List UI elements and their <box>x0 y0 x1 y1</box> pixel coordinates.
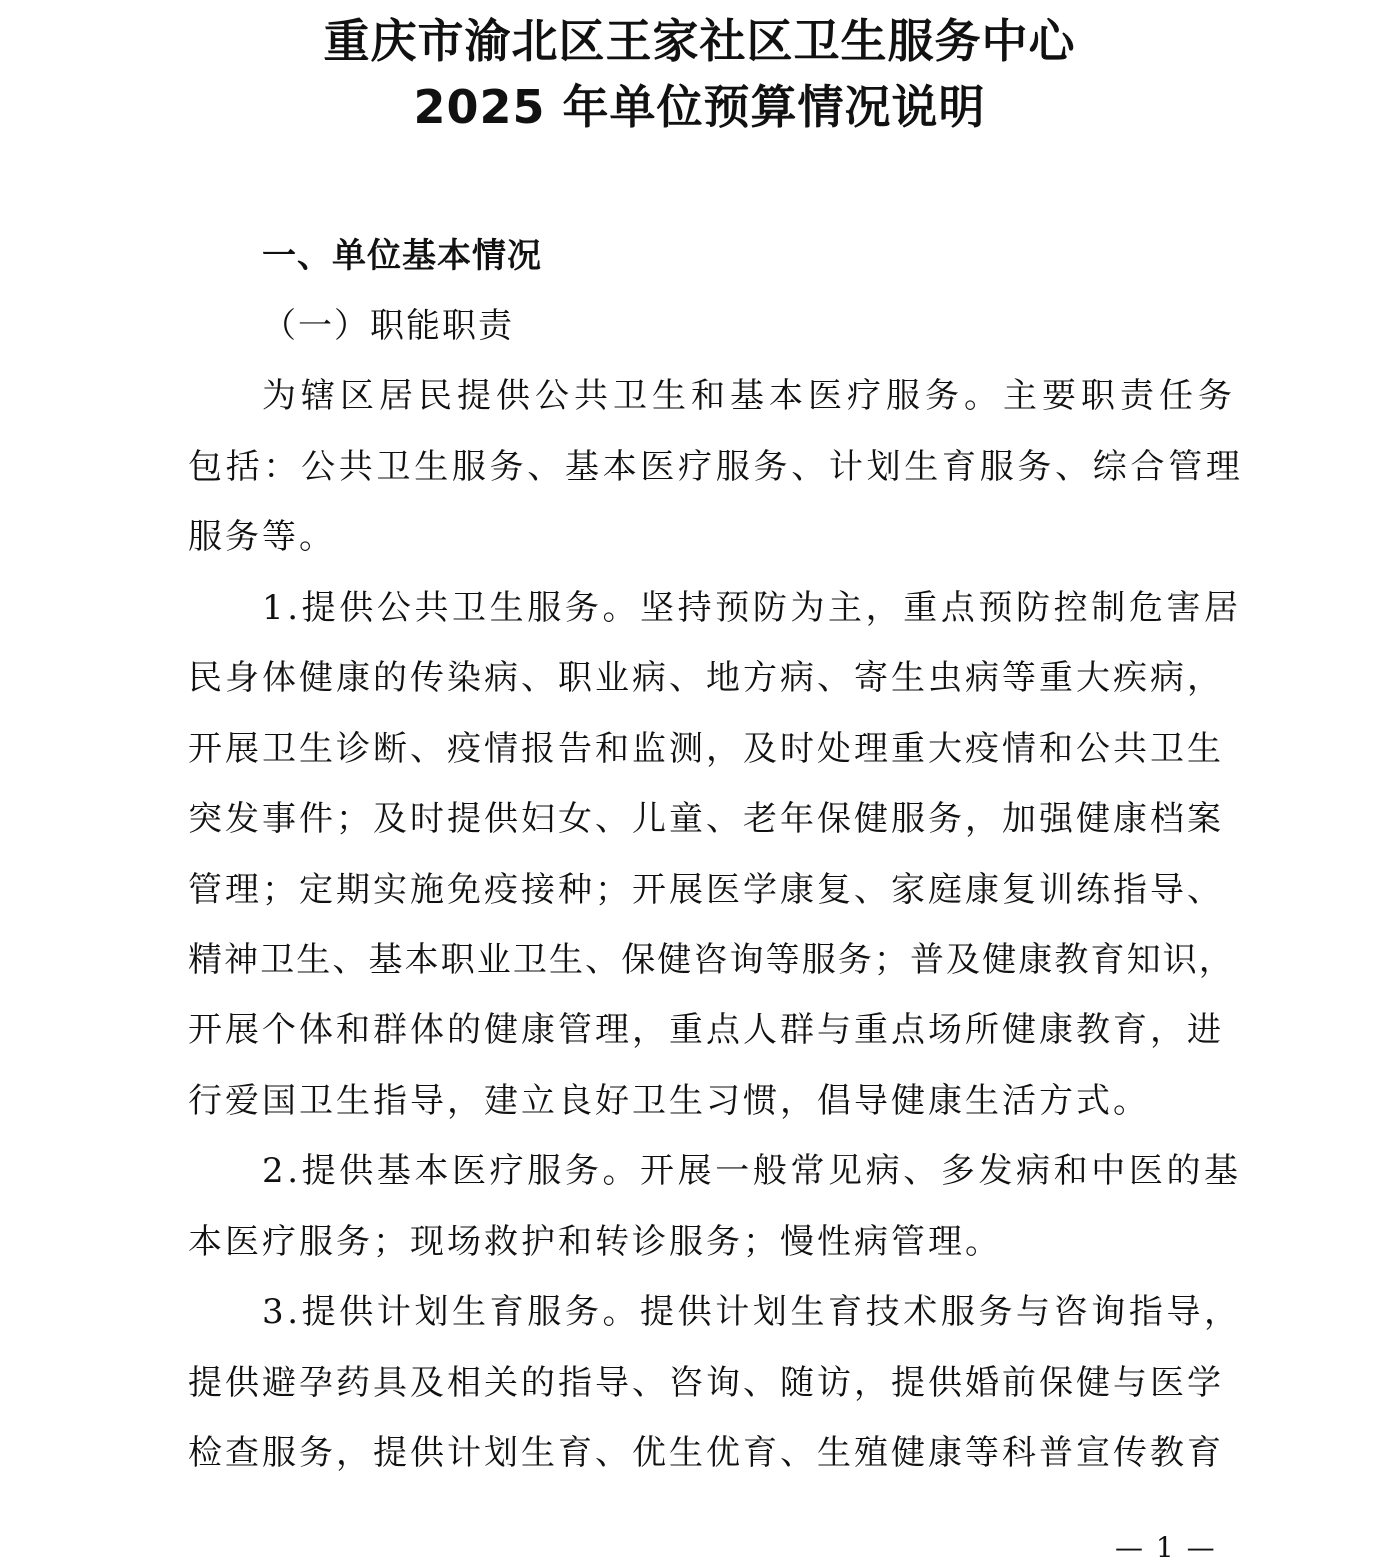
body-line: 本医疗服务；现场救护和转诊服务；慢性病管理。 <box>188 1222 1002 1262</box>
subsection-heading: （一）职能职责 <box>262 306 514 346</box>
body-line: 开展个体和群体的健康管理，重点人群与重点场所健康教育，进 <box>188 1010 1224 1050</box>
section-heading: 一、单位基本情况 <box>262 236 542 276</box>
body-line: 行爱国卫生指导，建立良好卫生习惯，倡导健康生活方式。 <box>188 1081 1150 1121</box>
body-line: 精神卫生、基本职业卫生、保健咨询等服务；普及健康教育知识， <box>188 940 1235 980</box>
page-number: — 1 — <box>1115 1531 1217 1564</box>
body-line: 管理；定期实施免疫接种；开展医学康复、家庭康复训练指导、 <box>188 870 1224 910</box>
body-line: 突发事件；及时提供妇女、儿童、老年保健服务，加强健康档案 <box>188 799 1224 839</box>
document-title <box>0 8 1399 140</box>
body-line: 2.提供基本医疗服务。开展一般常见病、多发病和中医的基 <box>262 1151 1242 1191</box>
body-line: 服务等。 <box>188 517 336 557</box>
title-line-1: 重庆市渝北区王家社区卫生服务中心 <box>323 14 1076 68</box>
body-line: 提供避孕药具及相关的指导、咨询、随访，提供婚前保健与医学 <box>188 1363 1224 1403</box>
body-line: 为辖区居民提供公共卫生和基本医疗服务。主要职责任务 <box>262 376 1237 416</box>
body-line: 民身体健康的传染病、职业病、地方病、寄生虫病等重大疾病， <box>188 658 1224 698</box>
body-line: 开展卫生诊断、疫情报告和监测，及时处理重大疫情和公共卫生 <box>188 729 1224 769</box>
body-line: 包括：公共卫生服务、基本医疗服务、计划生育服务、综合管理 <box>188 447 1244 487</box>
body-line: 3.提供计划生育服务。提供计划生育技术服务与咨询指导， <box>262 1292 1242 1332</box>
body-line: 1.提供公共卫生服务。坚持预防为主，重点预防控制危害居 <box>262 588 1242 628</box>
title-line-2: 2025 年单位预算情况说明 <box>413 80 986 134</box>
body-line: 检查服务，提供计划生育、优生优育、生殖健康等科普宣传教育 <box>188 1433 1224 1473</box>
